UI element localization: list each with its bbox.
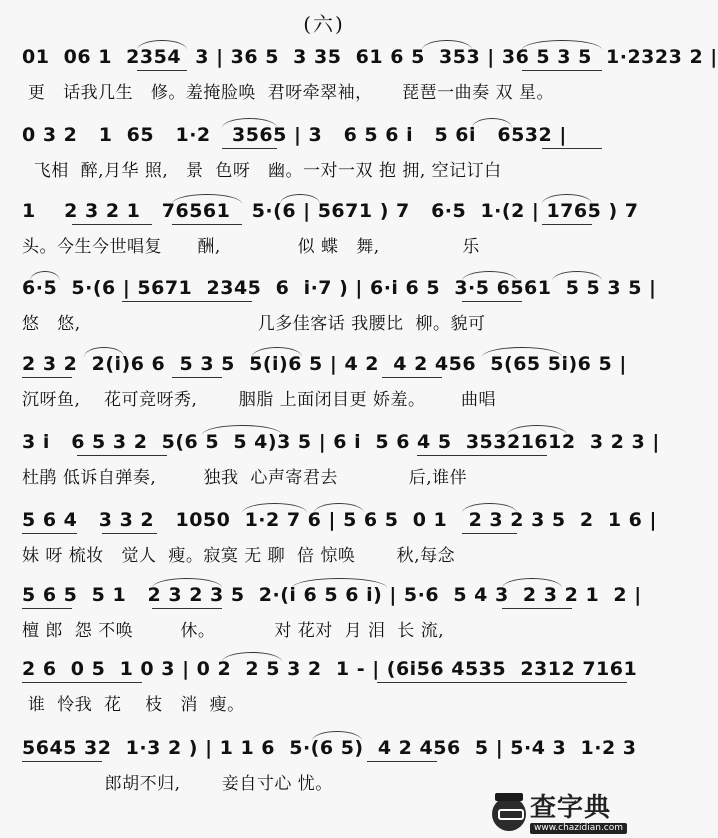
lyric-line: 沉呀鱼, 花可竞呀秀, 胭脂 上面闭目更 娇羞。 曲唱 [22, 390, 496, 410]
lyric-line: 檀 郎 怨 不唤 休。 对 花对 月 泪 长 流, [22, 621, 445, 641]
notation-line: 5 6 4 3 3 2 1050 1·2 7 6 | 5 6 5 0 1 2 3 2 3 5 2 1 6 | [22, 509, 657, 531]
notation-line: 3 i 6 5 3 2 5(6 5 5 4)3 5 | 6 i 5 6 4 5 35321612 3 2 3 | [22, 431, 660, 453]
notation-line: 2 6 0 5 1 0 3 | 0 2 2 5 3 2 1 - | (6i56 4535 2312 7161 [22, 658, 638, 680]
lyric-line: 飞相 醉,月华 照, 景 色呀 幽。一对一双 抱 拥, 空记订白 [22, 161, 502, 181]
watermark-url: www.chazidian.com [530, 823, 627, 834]
mascot-logo-icon [492, 797, 526, 831]
notation-line: 5645 32 1·3 2 ) | 1 1 6 5·(6 5) 4 2 456 5 | 5·4 3 1·2 3 [22, 737, 637, 759]
lyric-line: 更 话我几生 修。羞掩脸唤 君呀牵翠袖， 琵琶一曲奏 双 星。 [22, 83, 554, 103]
lyric-line: 妹 呀 梳妆 觉人 瘦。寂寞 无 聊 倍 惊唤 秋,每念 [22, 546, 456, 566]
lyric-line: 头。今生今世唱复 酬, 似 蝶 舞, 乐 [22, 237, 480, 257]
lyric-line: 郎胡不归, 妾自寸心 忧。 [22, 774, 333, 794]
notation-line: 5 6 5 5 1 2 3 2 3 5 2·(i 6 5 6 i) | 5·6 5 4 3 2 3 2 1 2 | [22, 584, 642, 606]
site-watermark [492, 792, 642, 836]
notation-line: 6·5 5·(6 | 5671 2345 6 i·7 ) | 6·i 6 5 3·5 6561 5 5 3 5 | [22, 277, 657, 299]
lyric-line: 谁 怜我 花 枝 消 瘦。 [22, 695, 245, 715]
notation-line: 0 3 2 1 65 1·2 3565 | 3 6 5 6 i 5 6i 6532 | [22, 124, 567, 146]
lyric-line: 杜鹃 低诉自弹奏, 独我 心声寄君去 后,谁伴 [22, 468, 468, 488]
watermark-title: 查字典 [530, 792, 612, 823]
notation-line: 1 2 3 2 1 76561 5·(6 | 5671 ) 7 6·5 1·(2 | 1765 ) 7 [22, 200, 639, 222]
notation-line: 01 06 1 2354 3 | 36 5 3 35 61 6 5 353 | 36 5 3 5 1·2323 2 | [22, 46, 718, 68]
notation-line: 2 3 2 2(i)6 6 5 3 5 5(i)6 5 | 4 2 4 2 456 5(65 5i)6 5 | [22, 353, 627, 375]
section-title: (六) [303, 12, 345, 36]
lyric-line: 悠 悠, 几多佳客话 我腰比 柳。貌可 [22, 314, 486, 334]
